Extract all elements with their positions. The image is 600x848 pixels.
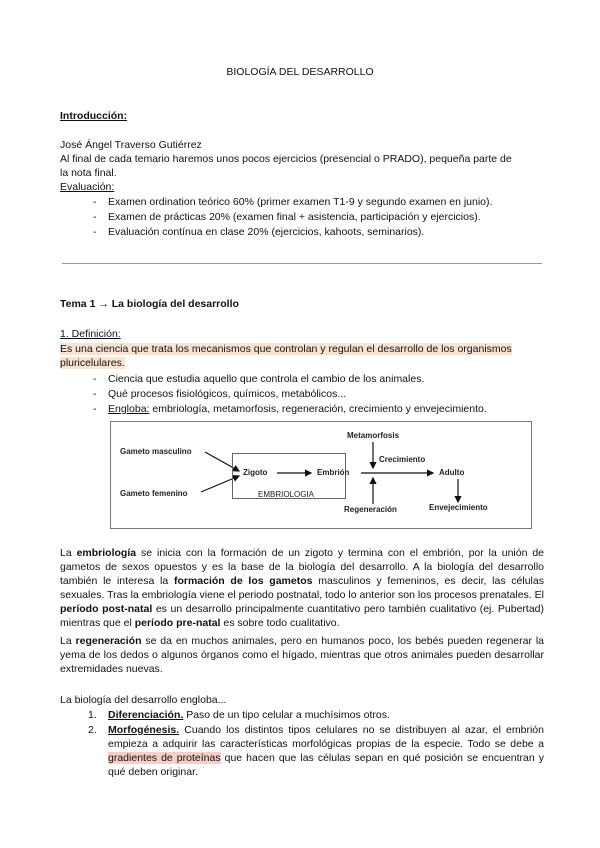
engloba-text: embriología, metamorfosis, regeneración, crecimiento y envejecimiento.	[152, 403, 487, 415]
text-run: es sobre todo cualitativo.	[220, 617, 340, 629]
bullet-dash: -	[93, 211, 97, 223]
list-item-diferenciacion	[108, 709, 390, 722]
term-formacion-gametos: formación de los gametos	[173, 575, 313, 587]
list-item-morfogenesis	[108, 723, 544, 779]
definition-heading: 1. Definición:	[60, 328, 121, 340]
engloba-intro: La biología del desarrollo engloba...	[60, 694, 227, 706]
section-divider	[62, 263, 542, 264]
term-periodo-pre-natal: período pre-natal	[134, 617, 221, 629]
text-run: masculinos y femeninos, es decir, las células sexuales. Tras la embriología viene el periodo postnatal, todo lo anterior son los procesos prenatales. El	[60, 575, 544, 601]
label-embriologia: EMBRIOLOGIA	[258, 490, 315, 499]
list-number: 2.	[88, 724, 97, 736]
intro-line-2: la nota final.	[60, 167, 117, 179]
term-regeneracion: regeneración	[75, 635, 142, 647]
engloba-label: Engloba:	[108, 403, 150, 415]
eval-item: Examen de prácticas 20% (examen final + asistencia, participación y ejercicios).	[108, 211, 481, 223]
label-envejecimiento: Envejecimiento	[429, 503, 488, 512]
term-morfogenesis: Morfogénesis.	[108, 724, 180, 736]
label-gameto-masculino: Gameto masculino	[120, 447, 192, 456]
term-periodo-post-natal: período post-natal	[60, 603, 153, 615]
bullet-dash: -	[93, 403, 97, 415]
definition-line-1	[60, 343, 512, 356]
author-name: José Ángel Traverso Gutiérrez	[60, 139, 202, 151]
label-gameto-femenino: Gameto femenino	[120, 489, 188, 498]
intro-heading: Introducción:	[60, 110, 128, 122]
label-crecimiento: Crecimiento	[379, 455, 426, 464]
bullet-dash: -	[93, 388, 97, 400]
bullet-dash: -	[93, 196, 97, 208]
list-number: 1.	[88, 709, 97, 721]
highlight: Es una ciencia que trata los mecanismos que controlan y regulan el desarrollo de los organismos	[60, 343, 512, 355]
text-run: es un desarrollo principalmente cuantitativo pero también cualitativo (ej. Pubertad) mientras que el	[60, 603, 544, 629]
highlight: pluricelulares.	[60, 357, 125, 369]
eval-item: Examen ordination teórico 60% (primer examen T1-9 y segundo examen en junio).	[108, 196, 493, 208]
tema-heading: Tema 1 → La biología del desarrollo	[60, 298, 239, 310]
bullet-dash: -	[93, 373, 97, 385]
paragraph-regeneracion	[60, 634, 544, 676]
text-run: La	[60, 547, 77, 559]
doc-title: BIOLOGÍA DEL DESARROLLO	[226, 66, 374, 78]
paragraph-embriologia	[60, 546, 544, 630]
term-embriologia: embriología	[76, 547, 137, 559]
development-diagram	[110, 421, 532, 529]
label-zigoto: Zigoto	[243, 468, 268, 477]
text-run: se da en muchos animales, pero en humanos poco, los bebés pueden regenerar la yema de los dedos o algunos órganos como el hígado, mientras que otros animales pueden desarrollar extremidades nuevas.	[60, 635, 544, 675]
bullet-dash: -	[93, 226, 97, 238]
highlight: gradientes de proteínas	[108, 752, 221, 764]
text-run: se inicia con la formación de un zigoto y termina con el embrión, por la unión de gametos de sexos opuestos y es la base de la biología del desarrollo. A la biología del desarrollo también le interesa la	[60, 547, 544, 587]
text-run: Paso de un tipo celular a muchísimos otros.	[183, 709, 390, 721]
term-diferenciacion: Diferenciación.	[108, 709, 184, 721]
text-run: Cuando los distintos tipos celulares no se distribuyen al azar, el embrión empieza a adquirir las características morfológicas propias de la especie. Todo se debe a	[108, 724, 544, 750]
label-metamorfosis: Metamorfosis	[347, 431, 400, 440]
intro-line-1: Al final de cada temario haremos unos pocos ejercicios (presencial o PRADO), pequeña parte de	[60, 153, 512, 165]
text-run: La	[60, 635, 76, 647]
label-adulto: Adulto	[439, 468, 465, 477]
label-embrion: Embrión	[317, 468, 350, 477]
definition-line-2	[60, 357, 125, 370]
eval-heading: Evaluación:	[60, 181, 115, 193]
text-run: que hacen que las células sepan en qué posición se encuentran y qué deben originar.	[108, 752, 544, 778]
definition-item: Ciencia que estudia aquello que controla el cambio de los animales.	[108, 373, 425, 385]
definition-item	[108, 403, 487, 416]
eval-item: Evaluación contínua en clase 20% (ejercicios, kahoots, seminarios).	[108, 226, 425, 238]
label-regeneracion: Regeneración	[344, 505, 397, 514]
definition-item: Qué procesos fisiológicos, químicos, metabólicos...	[108, 388, 347, 400]
